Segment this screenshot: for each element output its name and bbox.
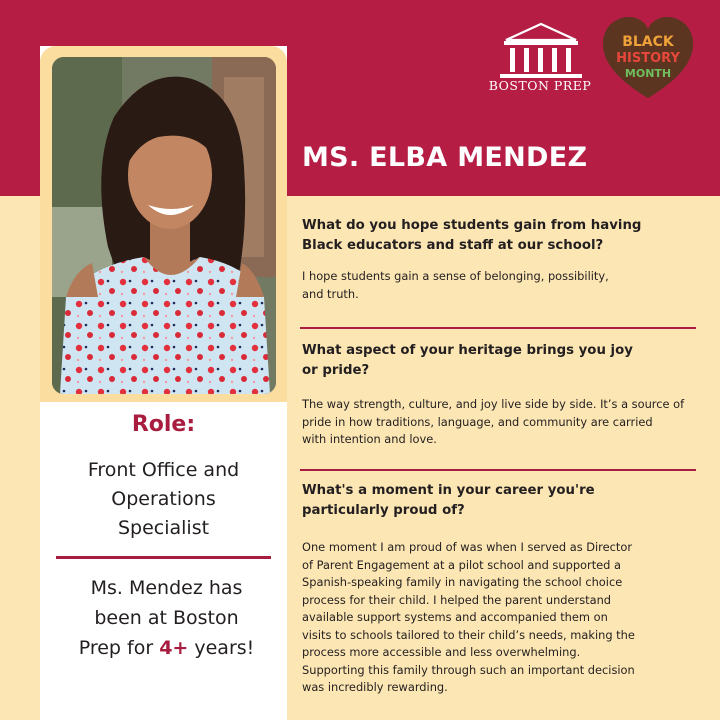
question-line: or pride? — [302, 363, 370, 378]
badge-word: HISTORY — [616, 51, 680, 66]
answer-line: process for their child. I helped the parent understand — [302, 592, 612, 607]
answer-line: process more accessible and less overwhelming. — [302, 645, 581, 659]
tenure-years: 4+ — [159, 637, 189, 659]
answer-line: and truth. — [302, 286, 359, 301]
tenure-suffix: years! — [188, 637, 255, 659]
profile-divider — [56, 556, 271, 559]
tenure-statement — [60, 573, 273, 663]
answer-line: Supporting this family through such an important decision — [302, 662, 635, 677]
answer-line: I hope students gain a sense of belonging, possibility, — [302, 269, 609, 283]
question — [302, 481, 702, 521]
tenure-line — [60, 633, 273, 663]
tenure-line: been at Boston — [94, 607, 239, 629]
badge-word: BLACK — [622, 34, 674, 50]
section-divider — [300, 469, 696, 471]
portrait-photo — [52, 57, 276, 394]
question-line: What aspect of your heritage brings you joy — [302, 343, 633, 358]
person-name: MS. ELBA MENDEZ — [302, 142, 588, 173]
section-divider — [300, 327, 696, 329]
question-line: What's a moment in your career you're — [302, 483, 595, 498]
role-line: Operations — [111, 488, 216, 510]
role-line: Specialist — [117, 517, 210, 539]
black-history-month-heart-icon — [600, 14, 696, 100]
question-line: What do you hope students gain from having — [302, 218, 642, 233]
answer-line: of Parent Engagement at a pilot school and supported a — [302, 557, 622, 572]
answer-line: Spanish-speaking family in navigating the school choice — [302, 575, 623, 589]
role-line: Front Office and — [87, 459, 240, 481]
answer-line: visits to schools tailored to their child’s needs, making the — [302, 627, 635, 642]
answer-line: available support systems and accompanied them on — [302, 610, 608, 624]
qa-item — [302, 341, 702, 449]
tenure-prefix: Prep for — [78, 637, 160, 659]
question — [302, 341, 702, 381]
tenure-line: Ms. Mendez has — [90, 577, 243, 599]
role-description — [60, 456, 267, 543]
answer — [302, 268, 702, 303]
qa-item — [302, 216, 702, 303]
question-line: particularly proud of? — [302, 503, 465, 518]
logo-wordmark: BOSTON PREP — [488, 78, 592, 93]
answer — [302, 539, 702, 697]
answer-line: One moment I am proud of was when I served as Director — [302, 540, 632, 554]
answer-line: was incredibly rewarding. — [302, 680, 448, 694]
qa-item — [302, 481, 702, 697]
answer-line: with intention and love. — [302, 432, 437, 446]
badge-word: MONTH — [624, 67, 672, 80]
role-heading: Role: — [131, 412, 196, 437]
answer-line: The way strength, culture, and joy live side by side. It’s a source of — [302, 397, 685, 411]
answer — [302, 396, 702, 449]
question — [302, 216, 702, 256]
question-line: Black educators and staff at our school? — [302, 238, 604, 253]
answer-line: pride in how traditions, language, and community are carried — [302, 414, 653, 429]
